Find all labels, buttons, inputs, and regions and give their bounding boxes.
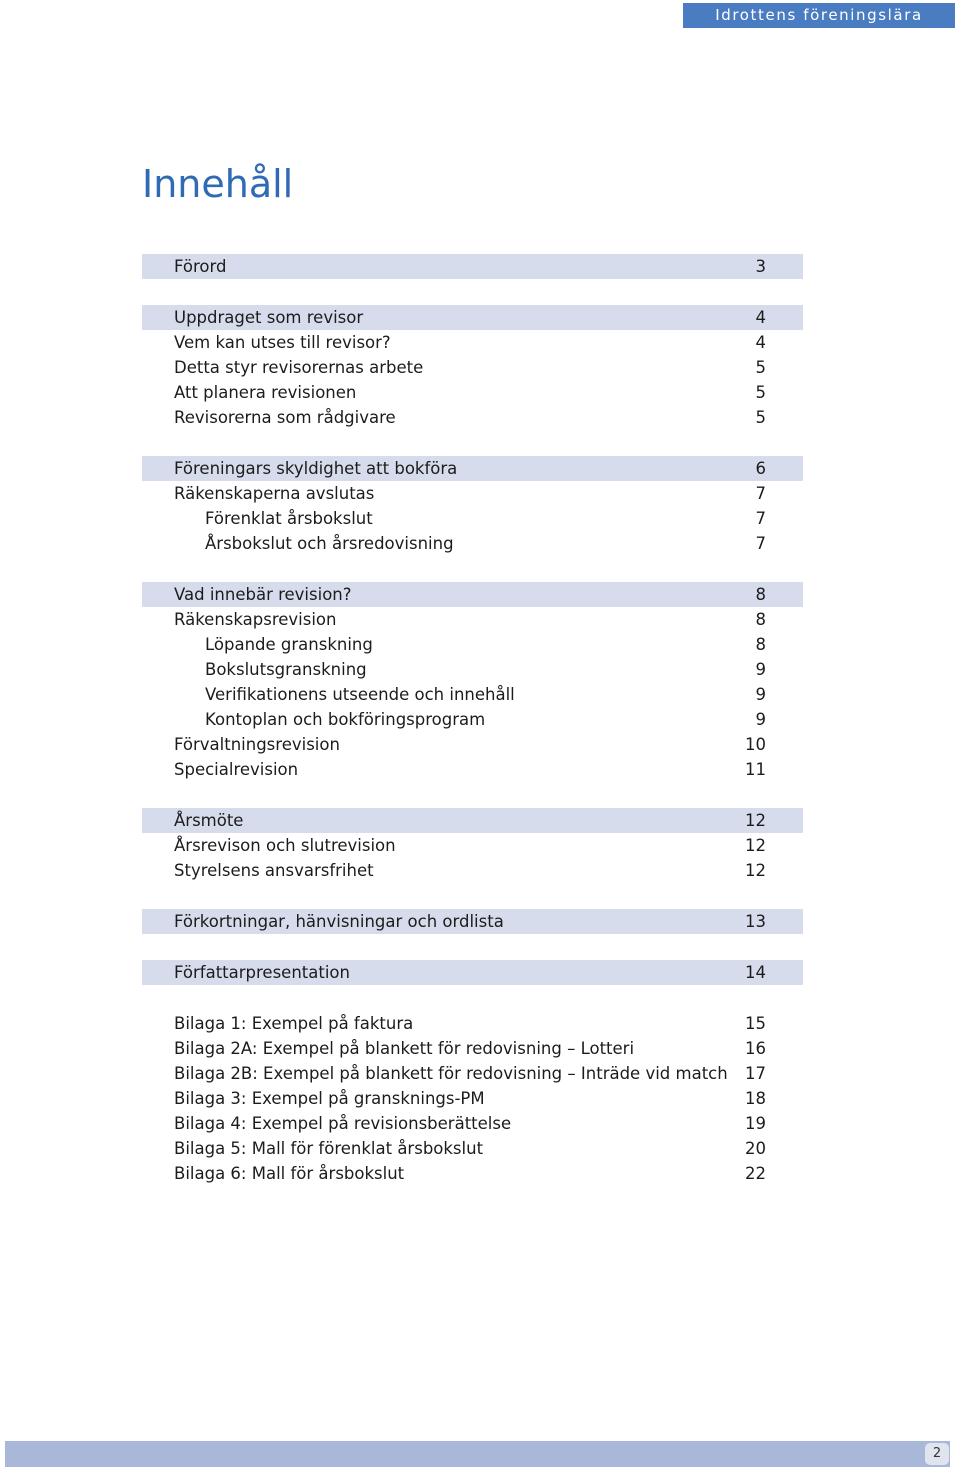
header-tag: Idrottens föreningslära bbox=[683, 3, 955, 28]
toc-entry-page: 9 bbox=[755, 660, 766, 679]
toc-entry-label: Årsbokslut och årsredovisning bbox=[205, 534, 454, 553]
toc-section[interactable] bbox=[142, 305, 803, 330]
toc-entry-page: 8 bbox=[755, 610, 766, 629]
toc-entry-page: 4 bbox=[755, 333, 766, 352]
toc-entry[interactable] bbox=[142, 1086, 803, 1111]
toc-entry[interactable] bbox=[142, 1136, 803, 1161]
toc-entry-page: 10 bbox=[745, 735, 766, 754]
toc-entry-label: Räkenskaperna avslutas bbox=[174, 484, 375, 503]
toc-entry-label: Styrelsens ansvarsfrihet bbox=[174, 861, 374, 880]
toc-entry-label: Bilaga 2B: Exempel på blankett för redovisning – Inträde vid match bbox=[174, 1064, 728, 1083]
toc-entry[interactable] bbox=[142, 481, 803, 506]
toc-entry-label: Bilaga 1: Exempel på faktura bbox=[174, 1014, 414, 1033]
footer-bar bbox=[5, 1441, 950, 1467]
toc-entry-label: Bilaga 4: Exempel på revisionsberättelse bbox=[174, 1114, 512, 1133]
toc-entry-page: 7 bbox=[755, 484, 766, 503]
toc-entry-label: Vad innebär revision? bbox=[174, 585, 352, 604]
toc-entry-page: 8 bbox=[755, 585, 766, 604]
toc-entry-page: 12 bbox=[745, 861, 766, 880]
toc-entry-page: 9 bbox=[755, 685, 766, 704]
toc-entry-label: Årsmöte bbox=[174, 811, 244, 830]
toc-section[interactable] bbox=[142, 254, 803, 279]
page-title: Innehåll bbox=[142, 162, 294, 206]
toc-entry-label: Förvaltningsrevision bbox=[174, 735, 340, 754]
toc-entry-label: Bokslutsgranskning bbox=[205, 660, 367, 679]
toc-entry-page: 12 bbox=[745, 811, 766, 830]
toc-entry-label: Kontoplan och bokföringsprogram bbox=[205, 710, 486, 729]
toc-entry-page: 6 bbox=[755, 459, 766, 478]
toc-entry-page: 5 bbox=[755, 358, 766, 377]
toc-entry-page: 7 bbox=[755, 509, 766, 528]
toc-entry-label: Förenklat årsbokslut bbox=[205, 509, 373, 528]
toc-entry[interactable] bbox=[142, 531, 803, 556]
toc-entry[interactable] bbox=[142, 632, 803, 657]
toc-entry-label: Bilaga 6: Mall för årsbokslut bbox=[174, 1164, 405, 1183]
toc-entry[interactable] bbox=[142, 1011, 803, 1036]
toc-entry-page: 5 bbox=[755, 383, 766, 402]
toc-entry-label: Uppdraget som revisor bbox=[174, 308, 364, 327]
toc-entry[interactable] bbox=[142, 657, 803, 682]
toc-entry-label: Författarpresentation bbox=[174, 963, 350, 982]
toc-entry[interactable] bbox=[142, 405, 803, 430]
toc-section[interactable] bbox=[142, 808, 803, 833]
toc-entry-page: 8 bbox=[755, 635, 766, 654]
toc-section[interactable] bbox=[142, 456, 803, 481]
toc-entry[interactable] bbox=[142, 707, 803, 732]
toc-entry-label: Vem kan utses till revisor? bbox=[174, 333, 391, 352]
toc-entry-label: Föreningars skyldighet att bokföra bbox=[174, 459, 458, 478]
toc-entry-page: 19 bbox=[745, 1114, 766, 1133]
toc-entry-label: Bilaga 2A: Exempel på blankett för redovisning – Lotteri bbox=[174, 1039, 635, 1058]
toc-entry-label: Förord bbox=[174, 257, 227, 276]
toc-entry-label: Bilaga 3: Exempel på gransknings-PM bbox=[174, 1089, 485, 1108]
toc-entry-label: Verifikationens utseende och innehåll bbox=[205, 685, 515, 704]
table-of-contents bbox=[142, 0, 803, 1472]
toc-entry[interactable] bbox=[142, 757, 803, 782]
toc-entry-page: 17 bbox=[745, 1064, 766, 1083]
toc-entry-page: 16 bbox=[745, 1039, 766, 1058]
toc-entry[interactable] bbox=[142, 380, 803, 405]
toc-entry[interactable] bbox=[142, 506, 803, 531]
toc-entry[interactable] bbox=[142, 732, 803, 757]
toc-entry-page: 4 bbox=[755, 308, 766, 327]
toc-entry-page: 20 bbox=[745, 1139, 766, 1158]
toc-entry-label: Årsrevison och slutrevision bbox=[174, 836, 396, 855]
toc-entry[interactable] bbox=[142, 1061, 803, 1086]
toc-entry[interactable] bbox=[142, 682, 803, 707]
toc-section[interactable] bbox=[142, 582, 803, 607]
toc-entry[interactable] bbox=[142, 607, 803, 632]
toc-entry-label: Att planera revisionen bbox=[174, 383, 357, 402]
toc-entry[interactable] bbox=[142, 1161, 803, 1186]
toc-entry[interactable] bbox=[142, 858, 803, 883]
toc-entry-page: 5 bbox=[755, 408, 766, 427]
toc-entry-page: 7 bbox=[755, 534, 766, 553]
toc-section[interactable] bbox=[142, 909, 803, 934]
toc-entry[interactable] bbox=[142, 330, 803, 355]
toc-entry-page: 11 bbox=[745, 760, 766, 779]
toc-entry[interactable] bbox=[142, 1036, 803, 1061]
toc-entry-page: 3 bbox=[755, 257, 766, 276]
toc-entry[interactable] bbox=[142, 833, 803, 858]
toc-entry-label: Förkortningar, hänvisningar och ordlista bbox=[174, 912, 504, 931]
toc-entry-page: 13 bbox=[745, 912, 766, 931]
toc-entry-label: Löpande granskning bbox=[205, 635, 373, 654]
page-number: 2 bbox=[925, 1443, 949, 1465]
toc-entry-page: 14 bbox=[745, 963, 766, 982]
toc-entry-label: Bilaga 5: Mall för förenklat årsbokslut bbox=[174, 1139, 484, 1158]
toc-entry-page: 22 bbox=[745, 1164, 766, 1183]
toc-section[interactable] bbox=[142, 960, 803, 985]
toc-entry-page: 12 bbox=[745, 836, 766, 855]
toc-entry-page: 15 bbox=[745, 1014, 766, 1033]
toc-entry-label: Räkenskapsrevision bbox=[174, 610, 337, 629]
toc-entry-page: 9 bbox=[755, 710, 766, 729]
toc-entry-page: 18 bbox=[745, 1089, 766, 1108]
toc-entry-label: Detta styr revisorernas arbete bbox=[174, 358, 424, 377]
toc-entry[interactable] bbox=[142, 1111, 803, 1136]
toc-entry[interactable] bbox=[142, 355, 803, 380]
toc-entry-label: Specialrevision bbox=[174, 760, 299, 779]
toc-entry-label: Revisorerna som rådgivare bbox=[174, 408, 396, 427]
